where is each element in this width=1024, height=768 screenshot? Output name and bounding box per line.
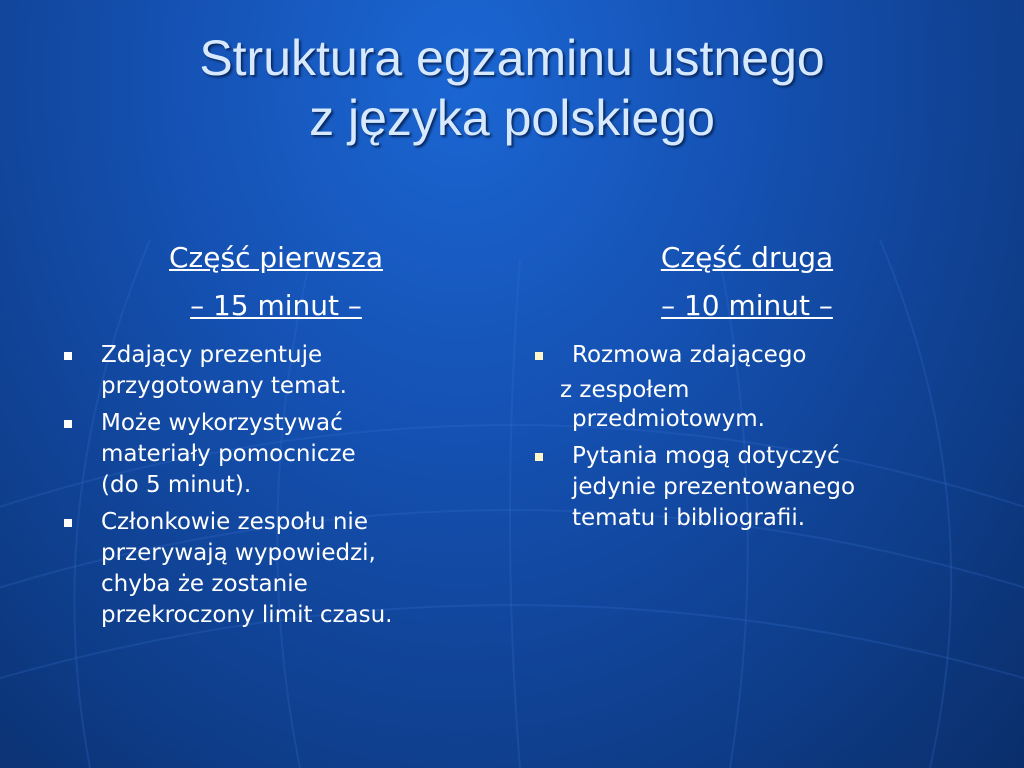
list-item: [56, 340, 496, 402]
list-item-line: Rozmowa zdającego: [572, 342, 807, 368]
list-item-line: przerywają wypowiedzi,: [101, 540, 376, 566]
right-bullet-list: [527, 340, 967, 371]
list-item-continuation: (do 5 minut).: [101, 472, 252, 498]
square-bullet-icon: [64, 519, 72, 527]
square-bullet-icon: [64, 352, 72, 360]
list-item-line: przekroczony limit czasu.: [101, 602, 393, 628]
left-bullet-list: [56, 340, 496, 470]
list-item-line: Zdający prezentuje: [101, 342, 323, 368]
right-column: [527, 234, 967, 540]
slide-title-line-2: z języka polskiego: [309, 90, 715, 146]
left-bullet-list-continued: [56, 507, 496, 631]
slide-title: [0, 28, 1024, 148]
list-item-continuation: z zespołem: [560, 377, 690, 403]
right-bullet-list-continued: [527, 441, 967, 534]
list-item: [56, 507, 496, 631]
list-item: [56, 408, 496, 470]
list-item-line: jedynie prezentowanego: [572, 474, 856, 500]
left-heading-part: Część pierwsza: [169, 241, 383, 274]
square-bullet-icon: [64, 420, 72, 428]
list-item-line: tematu i bibliografii.: [572, 505, 806, 531]
square-bullet-icon: [535, 352, 543, 360]
list-item-line: przygotowany temat.: [101, 373, 347, 399]
list-item-line: Pytania mogą dotyczyć: [572, 443, 840, 469]
list-item: [527, 340, 967, 371]
list-item-line: Może wykorzystywać: [101, 410, 343, 436]
list-item: [527, 441, 967, 534]
list-item-line: chyba że zostanie: [101, 571, 308, 597]
square-bullet-icon: [535, 453, 543, 461]
list-item-continuation: przedmiotowym.: [572, 406, 765, 432]
list-item-line: materiały pomocnicze: [101, 441, 356, 467]
left-heading-duration: – 15 minut –: [190, 289, 362, 322]
right-heading-part: Część druga: [660, 241, 834, 274]
left-column: [56, 234, 496, 637]
slide-title-line-1: Struktura egzaminu ustnego: [199, 30, 825, 86]
list-item-line: Członkowie zespołu nie: [101, 509, 368, 535]
right-heading-duration: – 10 minut –: [661, 289, 833, 322]
